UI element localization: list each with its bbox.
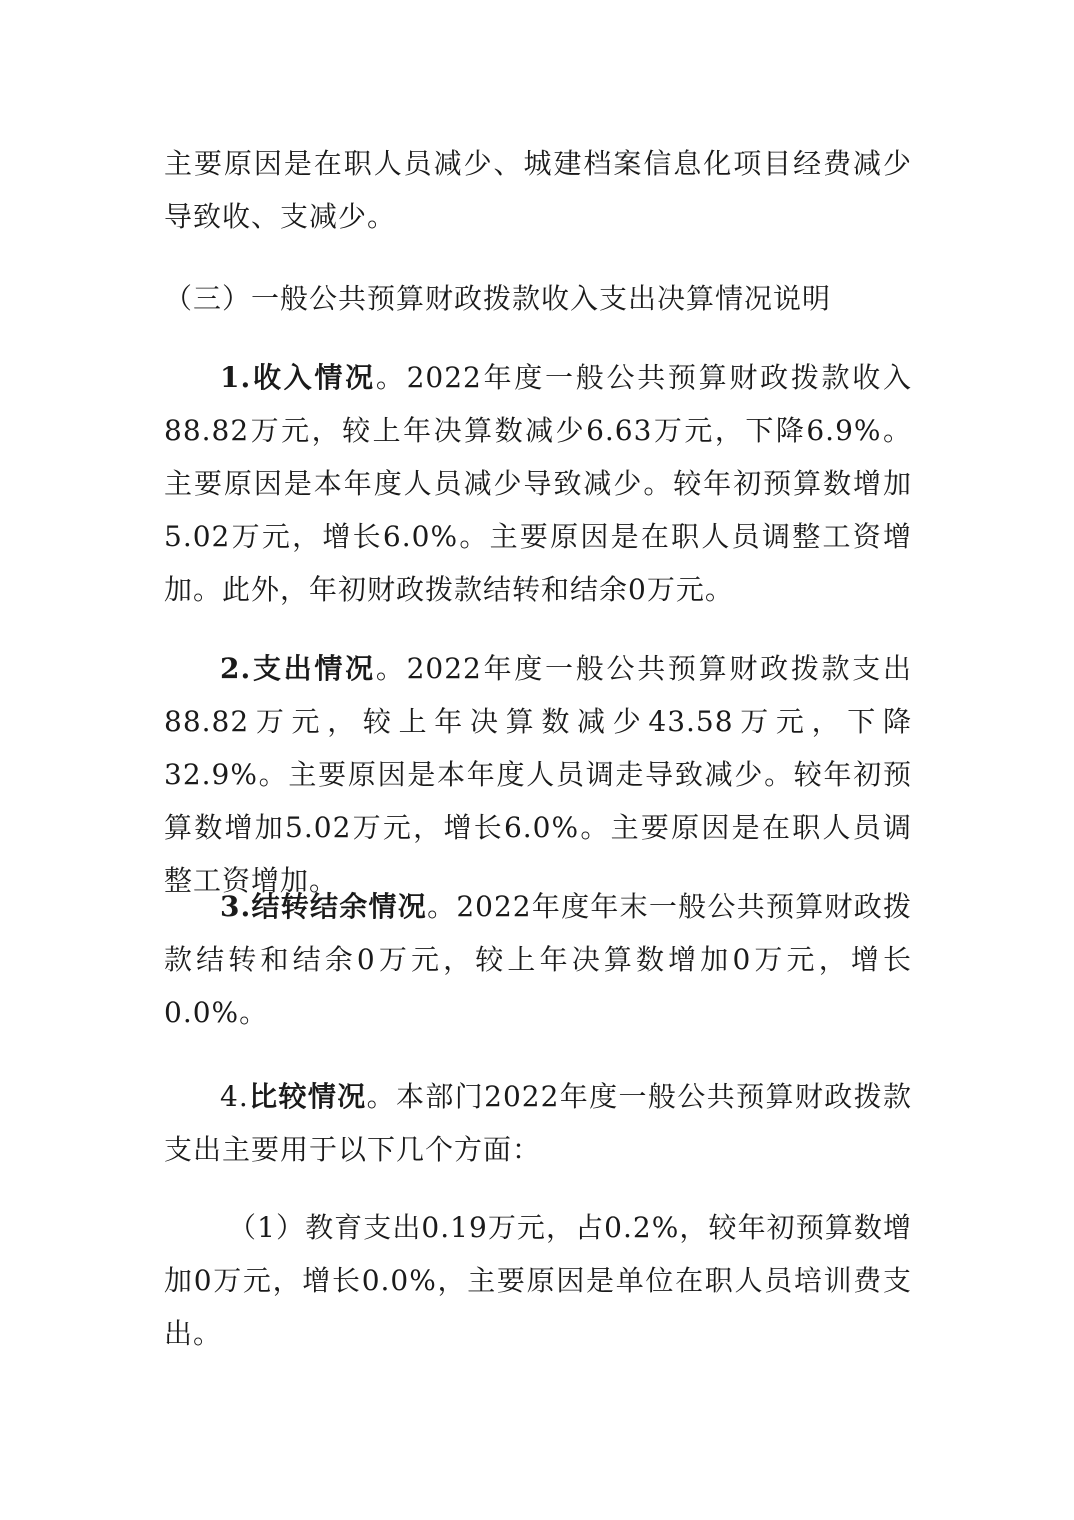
section-heading: （三）一般公共预算财政拨款收入支出决算情况说明 [164,282,832,315]
paragraph-carryover [164,880,912,1039]
income-text: 。2022年度一般公共预算财政拨款收入88.82万元，较上年决算数减少6.63万元，下降6.9%。主要原因是本年度人员减少导致减少。较年初预算数增加5.02万元，增长6.0%。主要原因是在职人员调整工资增加。此外，年初财政拨款结转和结余0万元。 [164,361,912,606]
carryover-heading: 3.结转结余情况 [220,890,428,923]
expenditure-text: 。2022年度一般公共预算财政拨款支出88.82万元，较上年决算数减少43.58万元，下降32.9%。主要原因是本年度人员调走导致减少。较年初预算数增加5.02万元，增长6.0%。主要原因是在职人员调整工资增加。 [164,652,912,897]
comparison-text: 。本部门2022年度一般公共预算财政拨款支出主要用于以下几个方面： [164,1080,912,1166]
comparison-number: 4. [220,1080,249,1113]
paragraph-education: （1）教育支出0.19万元，占0.2%，较年初预算数增加0万元，增长0.0%，主要原因是单位在职人员培训费支出。 [164,1211,912,1350]
paragraph-continuation: 主要原因是在职人员减少、城建档案信息化项目经费减少导致收、支减少。 [164,147,912,233]
expenditure-heading: 2.支出情况 [220,652,376,685]
paragraph-comparison [164,1070,912,1176]
income-heading: 1.收入情况 [220,361,376,394]
paragraph-expenditure [164,642,912,907]
paragraph-income [164,351,912,616]
comparison-heading: 比较情况 [248,1080,367,1113]
carryover-text: 。2022年度年末一般公共预算财政拨款结转和结余0万元，较上年决算数增加0万元，增长0.0%。 [164,890,913,1029]
